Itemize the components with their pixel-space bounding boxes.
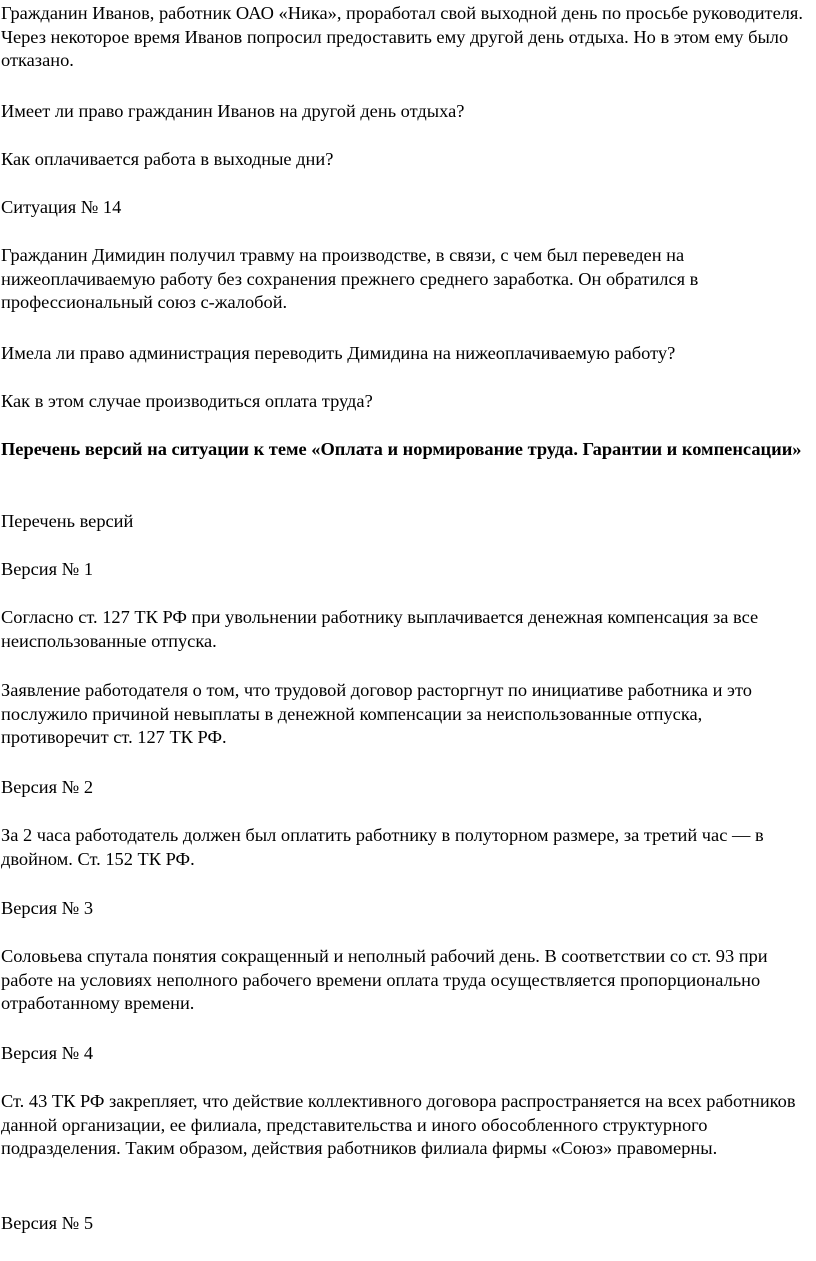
version-3-paragraph: Соловьева спутала понятия сокращенный и неполный рабочий день. В соответствии со ст. 93 при работе на условиях неполного рабочего времени оплата труда осуществляется пропорционально отработанному времени. — [1, 946, 768, 1013]
version-heading-3: Версия № 3 — [1, 898, 94, 918]
situation-heading-14: Ситуация № 14 — [1, 197, 122, 217]
question-pay-procedure: Как в этом случае производиться оплата труда? — [1, 391, 373, 411]
version-heading-1: Версия № 1 — [1, 559, 94, 579]
section-heading-versions: Перечень версий на ситуации к теме «Оплата и нормирование труда. Гарантии и компенсации» — [1, 439, 802, 459]
version-1-paragraph-1: Согласно ст. 127 ТК РФ при увольнении работнику выплачивается денежная компенсация за все неиспользованные отпуска. — [1, 607, 759, 651]
version-heading-4: Версия № 4 — [1, 1043, 94, 1063]
question-day-off-right: Имеет ли право гражданин Иванов на другой день отдыха? — [1, 101, 465, 121]
question-transfer-right: Имела ли право администрация переводить Димидина на нижеоплачиваемую работу? — [1, 343, 676, 363]
versions-list-title: Перечень версий — [1, 511, 134, 531]
version-heading-2: Версия № 2 — [1, 777, 94, 797]
version-2-paragraph: За 2 часа работодатель должен был оплатить работнику в полуторном размере, за третий час — в двойном. Ст. 152 ТК РФ. — [1, 825, 764, 869]
version-1-paragraph-2: Заявление работодателя о том, что трудовой договор расторгнут по инициативе работника и это послужило причиной невыплаты в денежной компенсации за неиспользованные отпуска, противоречит ст. 127 ТК РФ. — [1, 680, 752, 747]
question-weekend-pay: Как оплачивается работа в выходные дни? — [1, 149, 334, 169]
version-4-paragraph: Ст. 43 ТК РФ закрепляет, что действие коллективного договора распространяется на всех работников данной организации, ее филиала, представительства и иного обособленного структурного подразделения. Таким образом, действия работников филиала фирмы «Союз» правомерны. — [1, 1091, 796, 1158]
paragraph-ivanov-case: Гражданин Иванов, работник ОАО «Ника», проработал свой выходной день по просьбе руководителя. Через некоторое время Иванов попросил предоставить ему другой день отдыха. Но в этом ему было отказано. — [1, 3, 803, 70]
paragraph-dimidin-case: Гражданин Димидин получил травму на производстве, в связи, с чем был переведен на нижеоплачиваемую работу без сохранения прежнего среднего заработка. Он обратился в профессиональный союз с-жалобой. — [1, 245, 699, 312]
version-heading-5: Версия № 5 — [1, 1213, 94, 1233]
